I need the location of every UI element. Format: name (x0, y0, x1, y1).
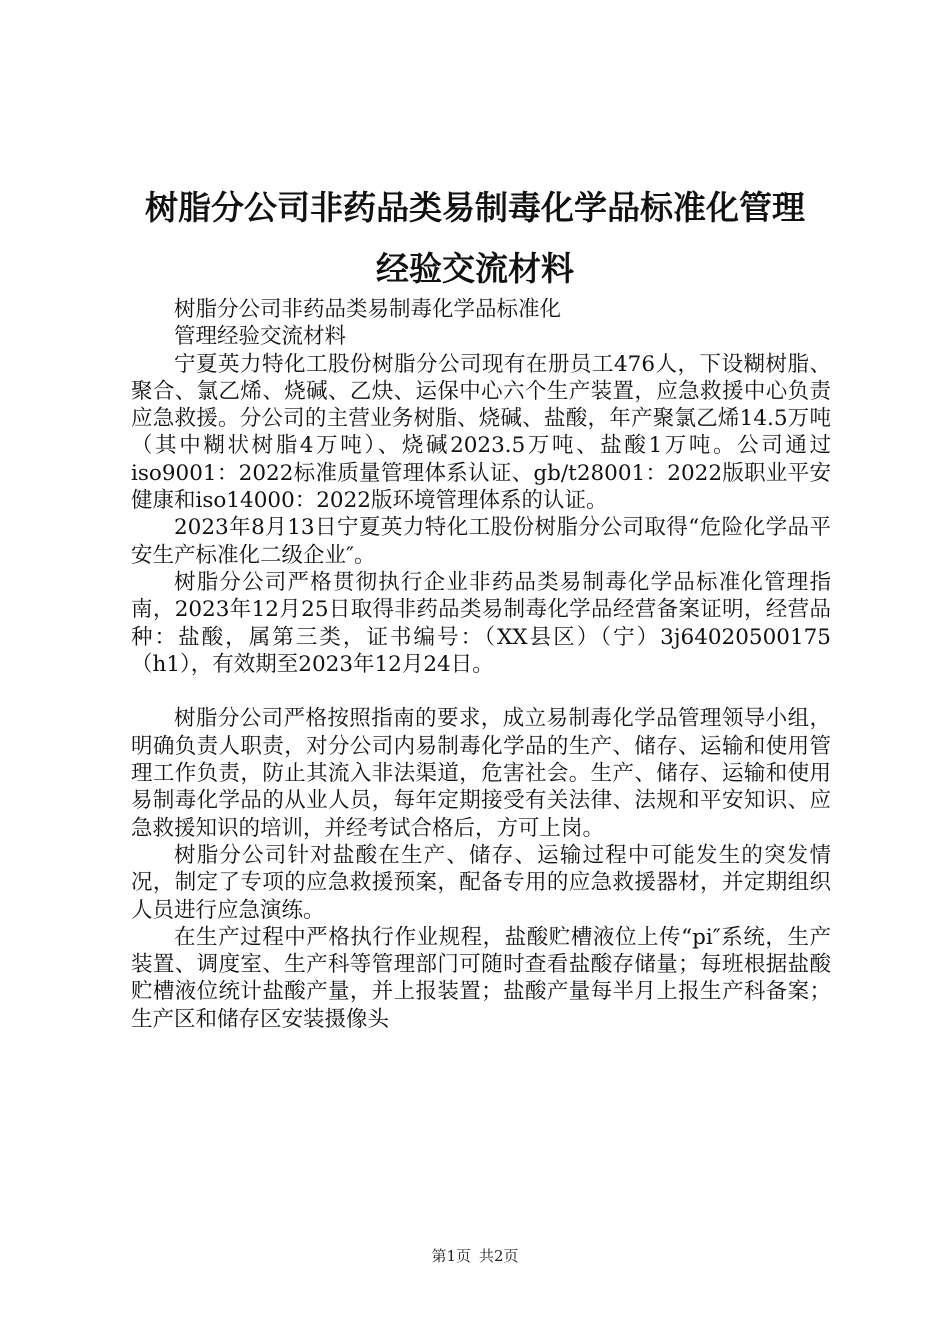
paragraph-subtitle-2: 管理经验交流材料 (174, 324, 347, 350)
page-total: 共2页 (479, 1247, 519, 1265)
document-body (131, 296, 831, 1033)
document-title-line-2: 经验交流材料 (376, 249, 574, 288)
paragraph-certification: 2023年8月13日宁夏英力特化工股份树脂分公司取得“危险化学品平安生产标准化二级企业″。 (131, 515, 831, 568)
paragraph-management-group: 树脂分公司严格按照指南的要求，成立易制毒化学品管理领导小组，明确负责人职责，对分公司内易制毒化学品的生产、储存、运输和使用管理工作负责，防止其流入非法渠道，危害社会。生产、储存、运输和使用易制毒化学品的从业人员，每年定期接受有关法律、法规和平安知识、应急救援知识的培训，并经考试合格后，方可上岗。 (131, 706, 831, 841)
paragraph-subtitle-1: 树脂分公司非药品类易制毒化学品标准化 (174, 297, 562, 322)
document-title-line-1: 树脂分公司非药品类易制毒化学品标准化管理 (145, 188, 805, 227)
paragraph-company-overview: 宁夏英力特化工股份树脂分公司现有在册员工476人，下设糊树脂、聚合、氯乙烯、烧碱、乙炔、运保中心六个生产装置，应急救援中心负责应急救援。分公司的主营业务树脂、烧碱、盐酸，年产聚氯乙烯14.5万吨（其中糊状树脂4万吨）、烧碱2023.5万吨、盐酸1万吨。公司通过iso9001：2022标准质量管理体系认证、gb/t28001：2022版职业平安健康和iso14000：2022版环境管理体系的认证。 (131, 351, 831, 514)
page-footer (0, 1246, 950, 1266)
paragraph-emergency-plan: 树脂分公司针对盐酸在生产、储存、运输过程中可能发生的突发情况，制定了专项的应急救援预案，配备专用的应急救援器材，并定期组织人员进行应急演练。 (131, 842, 831, 923)
paragraph-filing-certificate: 树脂分公司严格贯彻执行企业非药品类易制毒化学品标准化管理指南，2023年12月25日取得非药品类易制毒化学品经营备案证明，经营品种：盐酸，属第三类，证书编号：（XX县区）（宁）3j64020500175（h1），有效期至2023年12月24日。 (131, 569, 831, 677)
page-number: 第1页 (431, 1247, 471, 1265)
paragraph-production-control: 在生产过程中严格执行作业规程，盐酸贮槽液位上传“pi″系统，生产装置、调度室、生产科等管理部门可随时查看盐酸存储量；每班根据盐酸贮槽液位统计盐酸产量，并上报装置；盐酸产量每半月上报生产科备案；生产区和储存区安装摄像头 (131, 924, 831, 1032)
